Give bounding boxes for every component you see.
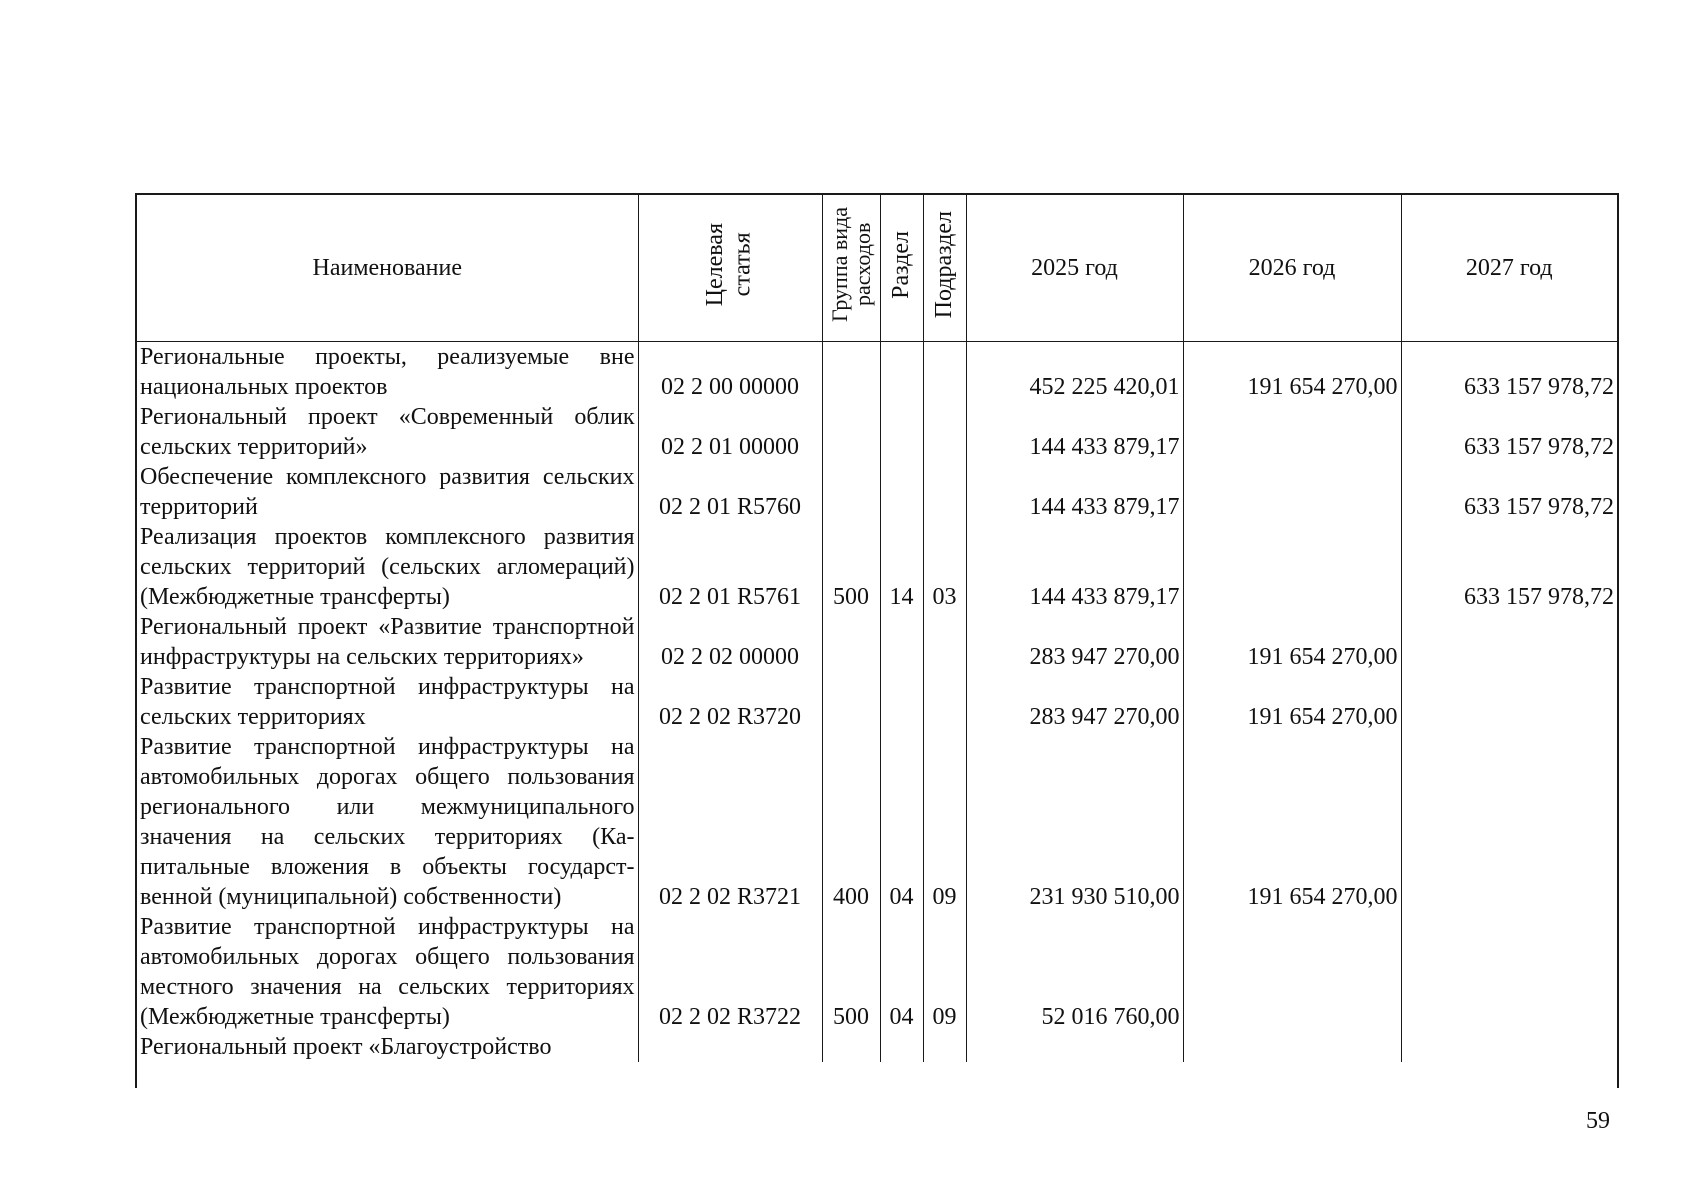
row-amount-2027: 633 157 978,72 — [1464, 434, 1614, 460]
row-amount-2026 — [1183, 522, 1401, 612]
row-amount-2027 — [1401, 732, 1617, 912]
row-subsection — [923, 612, 966, 672]
row-section — [880, 1032, 923, 1062]
row-amount-2027 — [1401, 672, 1617, 732]
row-subsection — [923, 1032, 966, 1062]
row-code: 02 2 02 R3720 — [638, 672, 822, 732]
table-header-row — [137, 195, 1617, 342]
row-group: 500 — [822, 522, 880, 612]
row-amount-2025: 231 930 510,00 — [966, 732, 1183, 912]
row-section — [880, 462, 923, 522]
row-name: Обеспечение комплексного развития сельских территорий — [137, 462, 638, 522]
row-subsection: 03 — [923, 522, 966, 612]
row-code: 02 2 01 R5761 — [638, 522, 822, 612]
row-subsection — [923, 402, 966, 462]
table-row — [137, 342, 1617, 403]
row-subsection: 09 — [923, 912, 966, 1032]
row-amount-2027 — [1401, 912, 1617, 1032]
header-year-2026: 2026 год — [1183, 195, 1401, 342]
header-year-2027: 2027 год — [1401, 195, 1617, 342]
row-name: Развитие транспортной инфраструктуры на сельских территориях — [137, 672, 638, 732]
row-code: 02 2 01 R5760 — [638, 462, 822, 522]
row-amount-2025: 144 433 879,17 — [966, 402, 1183, 462]
row-amount-2025: 144 433 879,17 — [966, 522, 1183, 612]
row-name: Развитие транспортной инфраструктуры на автомобильных дорогах общего пользования местного значения на сельских территориях (Межбюджетные трансферты) — [137, 912, 638, 1032]
budget-table — [137, 195, 1617, 1062]
row-amount-2025: 452 225 420,01 — [966, 342, 1183, 403]
row-code: 02 2 00 00000 — [638, 342, 822, 403]
header-expense-group-label: Группа вида расходов — [826, 207, 875, 322]
row-name: Развитие транспортной инфраструктуры на автомобильных дорогах общего пользования регионального или межмуниципального значения на сельских территориях (Капитальные вложения в объекты государственной (муниципальной) собственности) — [137, 732, 638, 912]
row-section — [880, 672, 923, 732]
row-section — [880, 612, 923, 672]
row-amount-2026 — [1183, 1032, 1401, 1062]
header-section-label: Раздел — [887, 230, 914, 299]
row-amount-2026 — [1183, 912, 1401, 1032]
row-amount-2025: 283 947 270,00 — [966, 672, 1183, 732]
row-amount-2025: 144 433 879,17 — [966, 462, 1183, 522]
row-amount-2027: 633 157 978,72 — [1464, 584, 1614, 610]
row-amount-2025: 283 947 270,00 — [966, 612, 1183, 672]
row-section — [880, 402, 923, 462]
row-group: 400 — [822, 732, 880, 912]
row-amount-2026 — [1183, 462, 1401, 522]
row-amount-2027: 633 157 978,72 — [1464, 374, 1614, 400]
row-amount-2026 — [1183, 402, 1401, 462]
row-amount-2026: 191 654 270,00 — [1183, 672, 1401, 732]
row-amount-2026: 191 654 270,00 — [1183, 612, 1401, 672]
header-subsection — [923, 195, 966, 342]
row-group — [822, 1032, 880, 1062]
table-row — [137, 462, 1617, 522]
header-section — [880, 195, 923, 342]
row-amount-2026: 191 654 270,00 — [1183, 342, 1401, 403]
row-name: Реализация проектов комплексного развития сельских территорий (сельских агломераций) (Межбюджетные трансферты) — [137, 522, 638, 612]
row-section — [880, 342, 923, 403]
row-subsection — [923, 342, 966, 403]
row-subsection — [923, 462, 966, 522]
row-name: Региональный проект «Развитие транспортной инфраструктуры на сельских территориях» — [137, 612, 638, 672]
row-group: 500 — [822, 912, 880, 1032]
header-target-article-label: Целевая статья — [702, 222, 756, 307]
row-amount-2025 — [966, 1032, 1183, 1062]
row-group — [822, 342, 880, 403]
row-subsection — [923, 672, 966, 732]
header-year-2025: 2025 год — [966, 195, 1183, 342]
row-group — [822, 462, 880, 522]
row-amount-2027 — [1401, 1032, 1617, 1062]
row-group — [822, 402, 880, 462]
row-section: 14 — [880, 522, 923, 612]
row-section: 04 — [880, 912, 923, 1032]
table-row — [137, 612, 1617, 672]
table-row — [137, 1032, 1617, 1062]
header-subsection-label: Подраздел — [930, 210, 957, 319]
row-code: 02 2 01 00000 — [638, 402, 822, 462]
table-row — [137, 672, 1617, 732]
header-name: Наименование — [137, 195, 638, 342]
row-code — [638, 1032, 822, 1062]
row-section: 04 — [880, 732, 923, 912]
row-name: Региональный проект «Современный облик сельских территорий» — [137, 402, 638, 462]
budget-table-frame — [135, 193, 1619, 1088]
row-group — [822, 672, 880, 732]
row-name: Региональный проект «Благоустройство — [137, 1032, 638, 1062]
row-subsection: 09 — [923, 732, 966, 912]
page-number: 59 — [1586, 1108, 1610, 1134]
row-code: 02 2 02 R3721 — [638, 732, 822, 912]
row-amount-2027 — [1401, 612, 1617, 672]
row-code: 02 2 02 R3722 — [638, 912, 822, 1032]
row-amount-2026: 191 654 270,00 — [1183, 732, 1401, 912]
row-code: 02 2 02 00000 — [638, 612, 822, 672]
header-expense-group — [822, 195, 880, 342]
header-target-article — [638, 195, 822, 342]
row-amount-2027: 633 157 978,72 — [1464, 494, 1614, 520]
table-row — [137, 522, 1617, 612]
table-row — [137, 732, 1617, 912]
row-amount-2025: 52 016 760,00 — [966, 912, 1183, 1032]
table-row — [137, 402, 1617, 462]
row-name: Региональные проекты, реализуемые вне национальных проектов — [137, 342, 638, 403]
table-row — [137, 912, 1617, 1032]
row-group — [822, 612, 880, 672]
